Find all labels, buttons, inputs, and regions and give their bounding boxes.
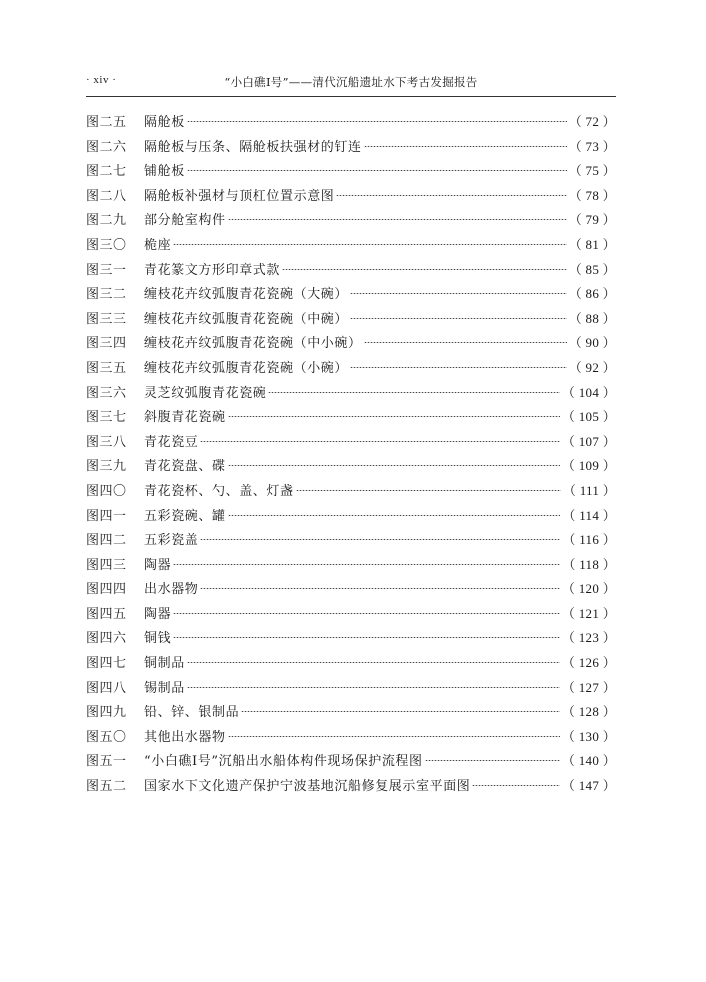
figure-title: 陶器 xyxy=(144,557,172,573)
figure-title: 青花瓷豆 xyxy=(144,434,199,450)
toc-entry xyxy=(86,184,616,209)
figure-title: 五彩瓷碗、罐 xyxy=(144,508,226,524)
figure-title: 其他出水器物 xyxy=(144,729,226,745)
figure-number: 图四七 xyxy=(86,656,127,672)
figure-number: 图三六 xyxy=(86,385,127,401)
toc-entry xyxy=(86,233,616,258)
toc-entry xyxy=(86,356,616,381)
toc-entry xyxy=(86,651,616,676)
page-reference: （ 128 ） xyxy=(561,704,616,720)
dot-leader xyxy=(268,392,559,393)
figure-title: 铺舱板 xyxy=(144,164,185,180)
dot-leader xyxy=(173,564,560,565)
dot-leader xyxy=(228,416,560,417)
toc-entry xyxy=(86,381,616,406)
page-reference: （ 88 ） xyxy=(568,310,616,326)
page-reference: （ 72 ） xyxy=(568,114,616,129)
dot-leader xyxy=(187,687,560,688)
page-reference: （ 104 ） xyxy=(561,384,616,400)
figure-number: 图二八 xyxy=(86,188,127,204)
figure-number: 图三〇 xyxy=(86,237,127,253)
figure-title: 部分舱室构件 xyxy=(144,213,226,229)
figure-title: 陶器 xyxy=(144,606,172,622)
toc-entry xyxy=(86,208,616,233)
page-reference: （ 78 ） xyxy=(568,187,616,203)
figure-title: 缠枝花卉纹弧腹青花瓷碗（大碗） xyxy=(144,287,349,303)
dot-leader xyxy=(200,441,559,442)
toc-entry xyxy=(86,258,616,283)
toc-entry xyxy=(86,577,616,602)
page-reference: （ 123 ） xyxy=(561,630,616,646)
toc-entry xyxy=(86,110,616,135)
figure-number: 图三五 xyxy=(86,360,127,376)
page-reference: （ 126 ） xyxy=(561,655,616,671)
dot-leader xyxy=(282,269,567,270)
figure-number: 图四四 xyxy=(86,582,127,598)
dot-leader xyxy=(228,465,560,466)
figure-number: 图四〇 xyxy=(86,483,127,499)
dot-leader xyxy=(187,121,567,122)
page-reference: （ 86 ） xyxy=(568,286,616,302)
figure-number: 图三七 xyxy=(86,410,127,426)
page-reference: （ 140 ） xyxy=(561,753,616,769)
page-reference: （ 127 ） xyxy=(561,679,616,695)
toc-entry xyxy=(86,135,616,160)
page-reference: （ 116 ） xyxy=(562,532,616,548)
dot-leader xyxy=(228,736,560,737)
toc-entry xyxy=(86,430,616,455)
figure-number: 图三八 xyxy=(86,434,127,450)
figure-number: 图四三 xyxy=(86,557,127,573)
toc-entry xyxy=(86,553,616,578)
dot-leader xyxy=(187,662,560,663)
page-reference: （ 121 ） xyxy=(561,605,616,621)
figure-number: 图三二 xyxy=(86,287,127,303)
page-reference: （ 81 ） xyxy=(568,236,616,252)
figure-number: 图三三 xyxy=(86,311,127,327)
figure-title: 青花篆文方形印章式款 xyxy=(144,262,281,278)
figure-title: 隔舱板补强材与顶杠位置示意图 xyxy=(144,188,335,204)
figure-title: 铅、锌、银制品 xyxy=(144,705,240,721)
dot-leader xyxy=(187,170,567,171)
page-reference: （ 111 ） xyxy=(562,482,616,498)
figure-title: 缠枝花卉纹弧腹青花瓷碗（小碗） xyxy=(144,360,349,376)
figure-title: 铜钱 xyxy=(144,631,172,647)
figure-title: 国家水下文化遗产保护宁波基地沉船修复展示室平面图 xyxy=(144,779,471,795)
figure-title: 青花瓷盘、碟 xyxy=(144,459,226,475)
dot-leader xyxy=(350,293,567,294)
dot-leader xyxy=(228,219,567,220)
figure-number: 图四一 xyxy=(86,508,127,524)
toc-entry xyxy=(86,700,616,725)
figure-title: 出水器物 xyxy=(144,582,199,598)
toc-entry xyxy=(86,749,616,774)
figure-number: 图二六 xyxy=(86,139,127,155)
dot-leader xyxy=(472,785,559,786)
page-reference: （ 107 ） xyxy=(561,433,616,449)
figure-title: 五彩瓷盖 xyxy=(144,533,199,549)
page-reference: （ 109 ） xyxy=(561,458,616,474)
dot-leader xyxy=(350,367,567,368)
page-reference: （ 92 ） xyxy=(568,359,616,375)
dot-leader xyxy=(296,490,561,491)
dot-leader xyxy=(228,515,561,516)
dot-leader xyxy=(173,613,560,614)
dot-leader xyxy=(200,539,560,540)
dot-leader xyxy=(364,146,567,147)
toc-entry xyxy=(86,504,616,529)
figure-number: 图三四 xyxy=(86,336,127,352)
page-reference: （ 118 ） xyxy=(562,556,616,572)
toc-entry xyxy=(86,454,616,479)
figure-title: 隔舱板与压条、隔舱板扶强材的钉连 xyxy=(144,139,362,155)
toc-entry xyxy=(86,602,616,627)
figure-title: 青花瓷杯、勺、盖、灯盏 xyxy=(144,483,294,499)
figure-number: 图四八 xyxy=(86,680,127,696)
page-reference: （ 105 ） xyxy=(561,409,616,425)
figure-title: 隔舱板 xyxy=(144,115,185,130)
page-reference: （ 79 ） xyxy=(568,212,616,228)
running-header xyxy=(86,72,616,94)
page-reference: （ 114 ） xyxy=(562,507,616,523)
toc-entry xyxy=(86,626,616,651)
toc-entry xyxy=(86,307,616,332)
figure-title: 斜腹青花瓷碗 xyxy=(144,410,226,426)
toc-entry xyxy=(86,725,616,750)
page-reference: （ 85 ） xyxy=(568,261,616,277)
toc-entry xyxy=(86,282,616,307)
header-rule xyxy=(86,96,616,97)
figure-title: 灵芝纹弧腹青花瓷碗 xyxy=(144,385,267,401)
figure-number: 图三一 xyxy=(86,262,127,278)
figure-number: 图二五 xyxy=(86,115,127,130)
running-header-title: “小白礁Ⅰ号”——清代沉船遗址水下考古发掘报告 xyxy=(224,75,478,89)
dot-leader xyxy=(173,637,560,638)
page-reference: （ 130 ） xyxy=(561,728,616,744)
toc-entry xyxy=(86,774,616,799)
figure-title: 桅座 xyxy=(144,237,172,253)
dot-leader xyxy=(425,760,560,761)
dot-leader xyxy=(173,244,566,245)
page-reference: （ 73 ） xyxy=(568,138,616,154)
figure-title: 锡制品 xyxy=(144,680,185,696)
page-reference: （ 75 ） xyxy=(568,163,616,179)
page-number: · xiv · xyxy=(86,74,117,86)
page-reference: （ 147 ） xyxy=(561,778,616,794)
toc-entry xyxy=(86,159,616,184)
figure-number: 图四二 xyxy=(86,533,127,549)
dot-leader xyxy=(200,588,559,589)
toc-entry xyxy=(86,405,616,430)
figure-title: 铜制品 xyxy=(144,656,185,672)
figure-title: 缠枝花卉纹弧腹青花瓷碗（中小碗） xyxy=(144,336,362,352)
figure-number: 图四六 xyxy=(86,631,127,647)
page-reference: （ 120 ） xyxy=(561,581,616,597)
toc-entry xyxy=(86,331,616,356)
figure-number: 图四九 xyxy=(86,705,127,721)
figure-number: 图四五 xyxy=(86,606,127,622)
figure-number: 图三九 xyxy=(86,459,127,475)
dot-leader xyxy=(336,195,566,196)
figure-number: 图二九 xyxy=(86,213,127,229)
dot-leader xyxy=(241,711,560,712)
page-reference: （ 90 ） xyxy=(568,335,616,351)
toc-entry xyxy=(86,528,616,553)
figure-number: 图二七 xyxy=(86,164,127,180)
dot-leader xyxy=(350,318,567,319)
toc-entry xyxy=(86,676,616,701)
figure-title: “小白礁Ⅰ号”沉船出水船体构件现场保护流程图 xyxy=(144,754,423,770)
figure-number: 图五二 xyxy=(86,779,127,795)
figure-number: 图五〇 xyxy=(86,729,127,745)
figure-title: 缠枝花卉纹弧腹青花瓷碗（中碗） xyxy=(144,311,349,327)
figure-list xyxy=(86,110,616,799)
figure-number: 图五一 xyxy=(86,754,127,770)
dot-leader xyxy=(364,342,567,343)
toc-entry xyxy=(86,479,616,504)
